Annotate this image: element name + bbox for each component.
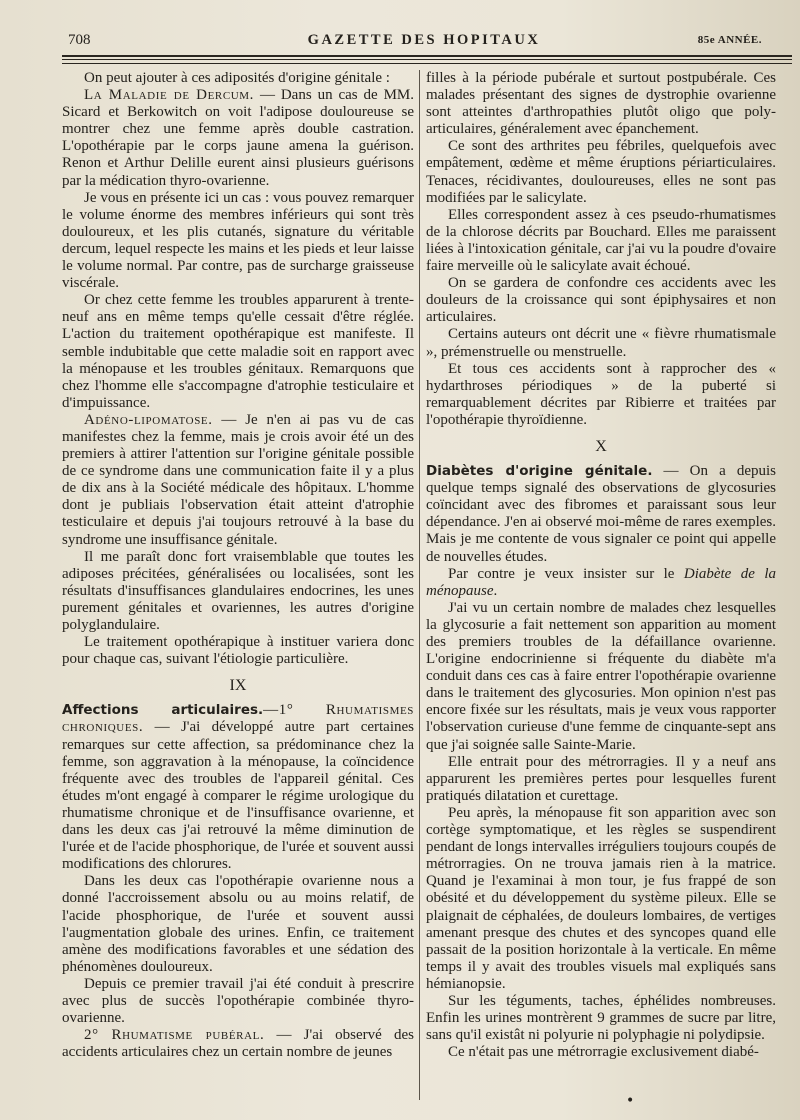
- paragraph: [62, 87, 414, 190]
- run-in-heading: La Maladie de Dercum.: [84, 87, 255, 104]
- section-heading: Affections articulaires.: [62, 702, 264, 719]
- paragraph: Je vous en présente ici un cas : vous pouvez remarquer le volume énorme des membres inférieurs qui sont très douloureux, et les plis cutanés, signature du véritable dercum, lequel respecte les mains et les pieds et leur laisse le volume normal. Par contre, pas de surcharge graisseuse viscérale.: [62, 189, 414, 292]
- journal-title: GAZETTE DES HOPITAUX: [307, 32, 541, 48]
- paragraph: [426, 566, 776, 600]
- paragraph: [426, 463, 776, 566]
- paragraph: Or chez cette femme les troubles apparurent à trente-neuf ans en même temps qu'elle cessait d'être réglée. L'action du traitement opothérapique est manifeste. Il semble indubitable que cette maladie soit en rapport avec la ménopause et les troubles génitaux. Remarquons que chez l'homme elle s'accompagne d'atrophie testiculaire et d'impuissance.: [62, 292, 414, 411]
- paragraph: Il me paraît donc fort vraisemblable que toutes les adiposes précitées, généralisées ou localisées, sont les résultats d'insuffisances glandulaires endocrines, les unes purement génitales et ovariennes, les autres d'origine polyglandulaire.: [62, 548, 414, 633]
- paragraph-text: — J'ai observé des accidents articulaires chez un certain nombre de jeunes: [62, 1027, 414, 1061]
- paragraph-text: — J'ai développé autre part certaines remarques sur cette affection, sa prédominance chez la femme, son aggravation à la ménopause, la coïncidence fréquente avec des troubles de l'appareil génital. Ces études m'ont engagé à comparer le régime urologique du rhumatisme chronique et de l'insuffisance ovarienne, et dans les deux cas j'ai retrouvé la même diminution de l'urée et de l'acide phosphorique, de l'urée et souvent aussi modifications des chlorures.: [62, 719, 414, 873]
- page-number: 708: [68, 32, 91, 48]
- paragraph: Ce n'était pas une métrorragie exclusivement diabé-: [448, 1044, 759, 1061]
- paragraph: Certains auteurs ont décrit une « fièvre rhumatismale », prémenstruelle ou menstruelle.: [426, 326, 776, 360]
- running-header: [68, 30, 780, 54]
- section-number: IX: [229, 677, 247, 695]
- paragraph: Depuis ce premier travail j'ai été conduit à prescrire avec plus de succès l'opothérapie combinée thyro-ovarienne.: [62, 975, 414, 1027]
- section-number: X: [595, 437, 607, 455]
- paragraph: Elle entrait pour des métrorragies. Il y a neuf ans apparurent les premières pertes pour lesquelles furent pratiqués dilatation et curettage.: [426, 753, 776, 804]
- right-column: [426, 70, 776, 1100]
- header-rule-thin: [62, 59, 792, 60]
- subsection-heading: —1° Rhumatismes chroniques.: [62, 702, 414, 736]
- paragraph: Ce sont des arthrites peu fébriles, quelquefois avec empâtement, œdème et même éruptions périarticulaires. Tenaces, récidivantes, douloureuses, elles ne sont pas modifiées par le salicylate.: [426, 138, 776, 206]
- column-divider: [419, 70, 420, 1100]
- header-rule-thick: [62, 55, 792, 57]
- paragraph: [62, 412, 414, 549]
- paragraph: Le traitement opothérapique à instituer variera donc pour chaque cas, suivant l'étiologie particulière.: [62, 634, 414, 668]
- paragraph: filles à la période pubérale et surtout postpubérale. Ces malades présentant des signes de dystrophie ovarienne sont atteintes d'arthropathies plutôt oligo que poly-articulaires, généralement avec épanchement.: [426, 70, 776, 138]
- paragraph-text: Par contre je veux insister sur le: [448, 565, 684, 582]
- paragraph: [62, 1027, 414, 1061]
- paragraph: Dans les deux cas l'opothérapie ovarienne nous a donné l'accroissement absolu ou au moins relatif, de l'acide phosphorique, de l'urée et souvent aussi l'augmentation globale des urines. Enfin, ce traitement amène des modifications favorables et une sédation des phénomènes douloureux.: [62, 873, 414, 975]
- run-in-heading: 2° Rhumatisme pubéral.: [84, 1027, 265, 1044]
- paragraph: Peu après, la ménopause fit son apparition avec son cortège symptomatique, et les règles se suspendirent pendant de longs intervalles irréguliers toujours coupés de métrorragies. On ne trouva jamais rien à la matrice. Quand je l'examinai à mon tour, je fus frappé de son obésité et du développement du système pileux. Elle se plaignait de céphalées, de douleurs lombaires, de vertiges amenant presque des chutes et des syncopes quand elle passait de la position horizontale à la verticale. En même temps il y avait des troubles visuels mal expliqués sans hémianopsie.: [426, 804, 776, 992]
- paragraph: [62, 702, 414, 873]
- section-heading: Diabètes d'origine génitale.: [426, 463, 653, 480]
- paragraph-text: .: [493, 582, 498, 599]
- paragraph: On peut ajouter à ces adiposités d'origine génitale :: [84, 70, 390, 86]
- paragraph: On se gardera de confondre ces accidents avec les douleurs de la croissance qui sont épiphysaires et non articulaires.: [426, 275, 776, 326]
- italic-term: Diabète de la ménopause: [426, 565, 776, 599]
- paragraph-text: — On a depuis quelque temps signalé des observations de glycosuries coïncidant avec des fibromes et paraissant sous leur dépendance. J'en ai observé moi-même de rares exemples. Mais je me contente de vous signaler ce point qui appelle de nouvelles études.: [426, 463, 776, 565]
- year-label: 85e ANNÉE.: [697, 34, 762, 46]
- paragraph-text: — Dans un cas de MM. Sicard et Berkowitch on voit l'adipose douloureuse se montrer chez une femme après double castration. L'opothérapie par le corps jaune amena la guérison. Renon et Arthur Delille eurent ainsi plusieurs guérisons par la médication thyro-ovarienne.: [62, 87, 414, 189]
- paragraph: Et tous ces accidents sont à rapprocher des « hydarthroses périodiques » de la puberté si remarquablement décrites par Ribierre et traitées par l'opothérapie thyroïdienne.: [426, 360, 776, 428]
- footer-mark: •: [626, 1093, 635, 1109]
- left-column: [62, 70, 414, 1100]
- paragraph: Elles correspondent assez à ces pseudo-rhumatismes de la chlorose décrits par Bouchard. Elles me paraissent liées à l'intoxication génitale, car j'ai vu la poudre d'ovaire faire merveille où le salicylate avait échoué.: [426, 206, 776, 275]
- paragraph-text: — Je n'en ai pas vu de cas manifestes chez la femme, mais je crois avoir été un des premiers à attirer l'attention sur l'origine génitale possible de ce syndrome dans une communication faite il y a plus de dix ans à la Société médicale des hôpitaux. L'homme dont je publiais l'observation était atteint d'atrophie testiculaire et depuis j'ai toujours retrouvé à la base du syndrome une insuffisance génitale.: [62, 411, 414, 548]
- paragraph: J'ai vu un certain nombre de malades chez lesquelles la glycosurie a fait nettement son apparition au moment des premiers troubles de la défaillance ovarienne. L'origine endocrinienne si fréquente du diabète m'a conduit dans ces cas à faire entrer l'opothérapie ovarienne dans le traitement des glycosuries. Mon opinion n'est pas encore fixée sur les résultats, mais je veux vous rapporter l'observation curieuse d'une femme de cinquante-sept ans que j'ai soignée salle Sainte-Marie.: [426, 599, 776, 753]
- paragraph: Sur les téguments, taches, éphélides nombreuses. Enfin les urines montrèrent 9 grammes de sucre par litre, sans qu'il existât ni polyurie ni polyphagie ni polydipsie.: [426, 992, 776, 1044]
- header-rule-thin-2: [62, 63, 792, 64]
- run-in-heading: Adéno-lipomatose.: [84, 411, 213, 428]
